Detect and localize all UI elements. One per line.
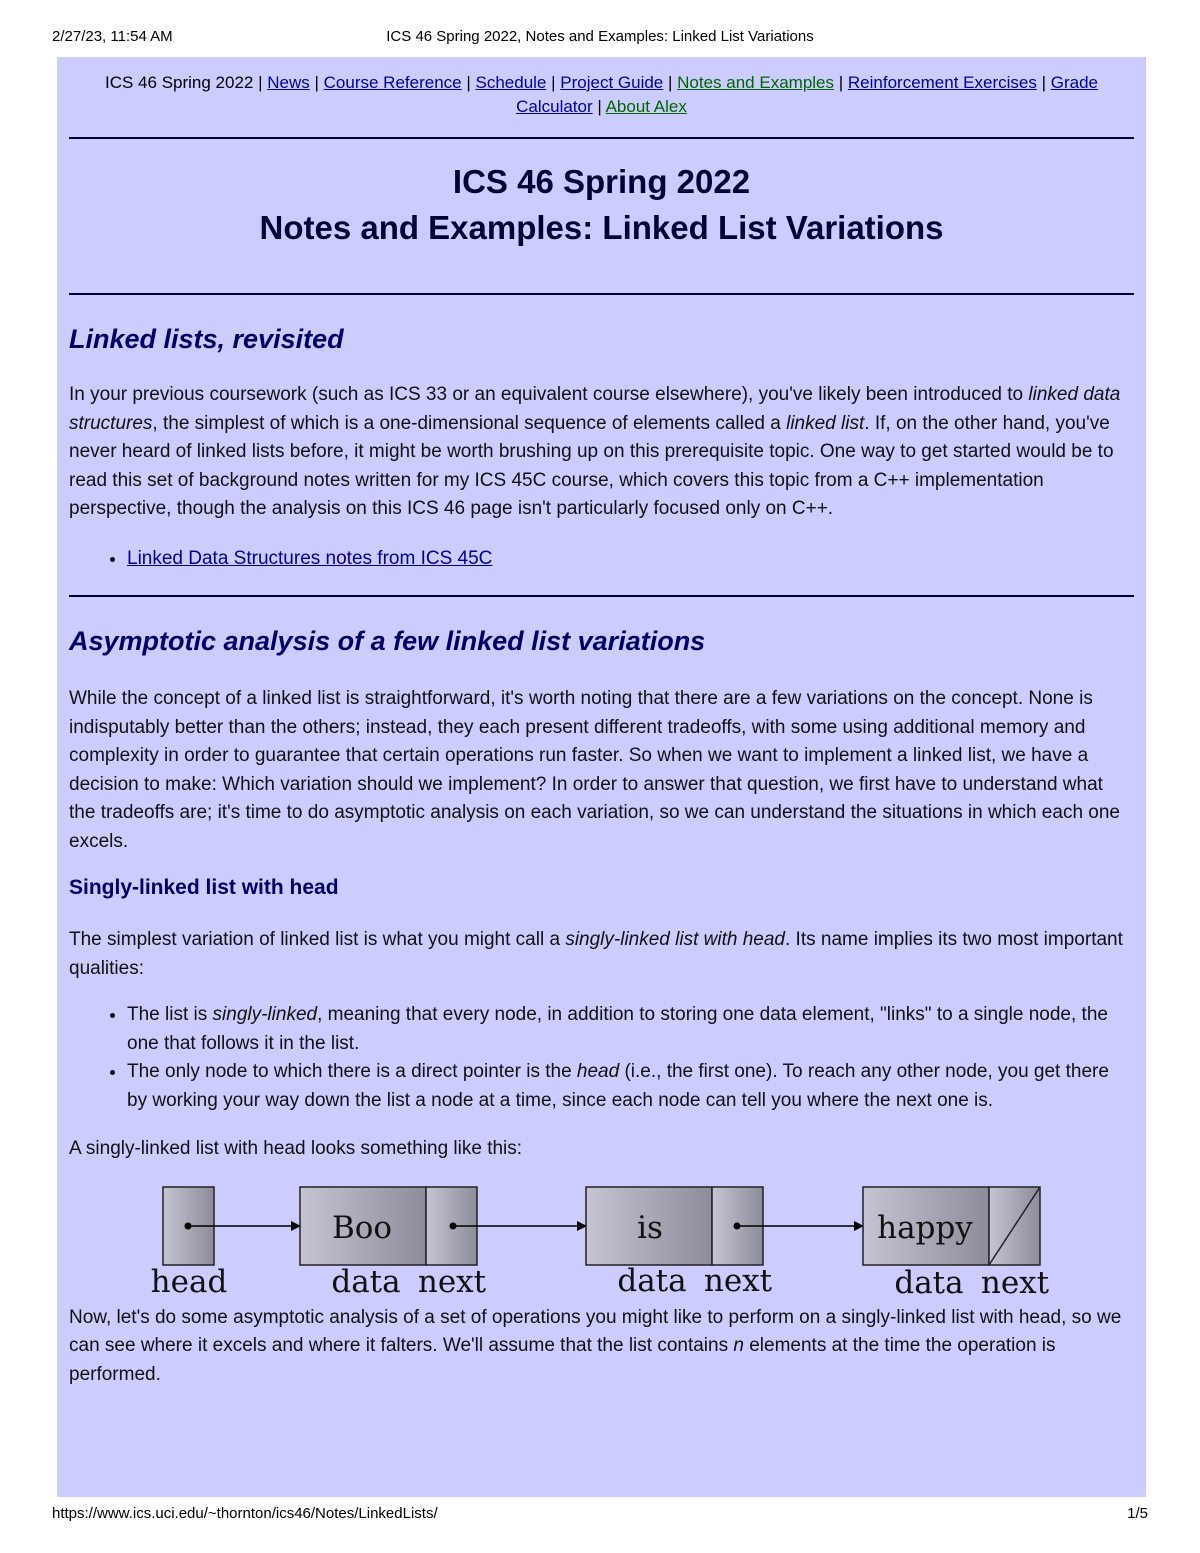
nav-link-schedule[interactable]: Schedule	[475, 73, 547, 92]
variations-paragraph: While the concept of a linked list is straightforward, it's worth noting that there are a few variations on the concept. None is indisputably better than the others; instead, they each present different tradeoffs, with some using additional memory and complexity in order to guarantee that certain operations run faster. So when we want to implement a linked list, we have a decision to make: Which variation should we implement? In order to answer that question, we first have to understand what the tradeoffs are; it's time to do asymptotic analysis on each variation, so we can understand the situations in which each one excels.	[69, 688, 1120, 852]
nav-link-course-reference[interactable]: Course Reference	[323, 73, 462, 92]
print-url: https://www.ics.uci.edu/~thornton/ics46/Notes/LinkedLists/	[52, 1505, 438, 1522]
nav-link-grade-calculator[interactable]: Grade Calculator	[516, 73, 1098, 116]
linked-list-diagram-svg	[57, 1164, 1146, 1300]
page-title	[57, 139, 1146, 263]
qualities-list	[69, 1001, 1134, 1115]
print-title: ICS 46 Spring 2022, Notes and Examples: Linked List Variations	[386, 28, 814, 45]
nav-link-about-alex[interactable]: About Alex	[605, 97, 687, 116]
analysis-intro-paragraph: Now, let's do some asymptotic analysis of a set of operations you might like to perform on a singly-linked list with head, so we can see where it excels and where it falters. We'll assume that the list contains n elements at the time the operation is performed.	[69, 1306, 1122, 1385]
link-list	[69, 545, 1134, 574]
node-3-next-label: next	[980, 1264, 1050, 1300]
nav-prefix: ICS 46 Spring 2022	[105, 73, 254, 92]
node-3-data-label: data	[894, 1264, 964, 1300]
page-title-line2: Notes and Examples: Linked List Variations	[259, 209, 944, 246]
nav-link-news[interactable]: News	[267, 73, 310, 92]
subsection-heading-singly-linked: Singly-linked list with head	[69, 876, 339, 899]
list-item	[127, 545, 1134, 574]
head-label: head	[150, 1263, 228, 1300]
nav-link-reinforcement-exercises[interactable]: Reinforcement Exercises	[847, 73, 1037, 92]
node-2-data-label: data	[617, 1262, 687, 1299]
page-content	[57, 57, 1146, 1497]
diagram-intro: A singly-linked list with head looks something like this:	[69, 1138, 523, 1159]
list-item: • The list is singly-linked, meaning that every node, in addition to storing one data element, "links" to a single node, the one that follows it in the list.	[127, 1001, 1134, 1058]
node-2-data: is	[637, 1209, 663, 1246]
node-1-data: Boo	[331, 1209, 393, 1246]
nav-link-notes-and-examples[interactable]: Notes and Examples	[677, 73, 835, 92]
print-date: 2/27/23, 11:54 AM	[52, 28, 173, 45]
node-3-data: happy	[877, 1209, 973, 1246]
print-footer	[0, 1505, 1200, 1527]
list-item: • The only node to which there is a direct pointer is the head (i.e., the first one). To reach any other node, you get there by working your way down the list a node at a time, since each node can tell you where the next one is.	[127, 1058, 1134, 1115]
top-nav: ICS 46 Spring 2022 | News | Course Reference | Schedule | Project Guide | Notes and Examples | Reinforcement Exercises | Grade Calculator | About Alex	[105, 73, 1098, 116]
intro-paragraph: In your previous coursework (such as ICS 33 or an equivalent course elsewhere), you've likely been introduced to linked data structures, the simplest of which is a one-dimensional sequence of elements called a linked list. If, on the other hand, you've never heard of linked lists before, it might be worth brushing up on this prerequisite topic. One way to get started would be to read this set of background notes written for my ICS 45C course, which covers this topic from a C++ implementation perspective, though the analysis on this ICS 46 page isn't particularly focused only on C++.	[69, 384, 1121, 519]
node-2-next-label: next	[703, 1262, 773, 1299]
singly-linked-paragraph: The simplest variation of linked list is what you might call a singly-linked list with head. Its name implies its two most important qualities:	[69, 929, 1123, 979]
section-heading-asymptotic-analysis: Asymptotic analysis of a few linked list variations	[69, 626, 706, 656]
page-title-line1: ICS 46 Spring 2022	[452, 163, 751, 200]
print-header	[0, 28, 1200, 50]
section-heading-linked-lists-revisited: Linked lists, revisited	[69, 324, 344, 354]
nav-link-project-guide[interactable]: Project Guide	[560, 73, 664, 92]
main-content	[57, 295, 1146, 573]
node-1-data-label: data	[331, 1263, 401, 1300]
print-page-number: 1/5	[1127, 1505, 1148, 1522]
node-1-next-label: next	[417, 1263, 487, 1300]
linked-data-structures-link[interactable]: Linked Data Structures notes from ICS 45C	[127, 547, 493, 569]
linked-list-diagram	[57, 1164, 1146, 1300]
